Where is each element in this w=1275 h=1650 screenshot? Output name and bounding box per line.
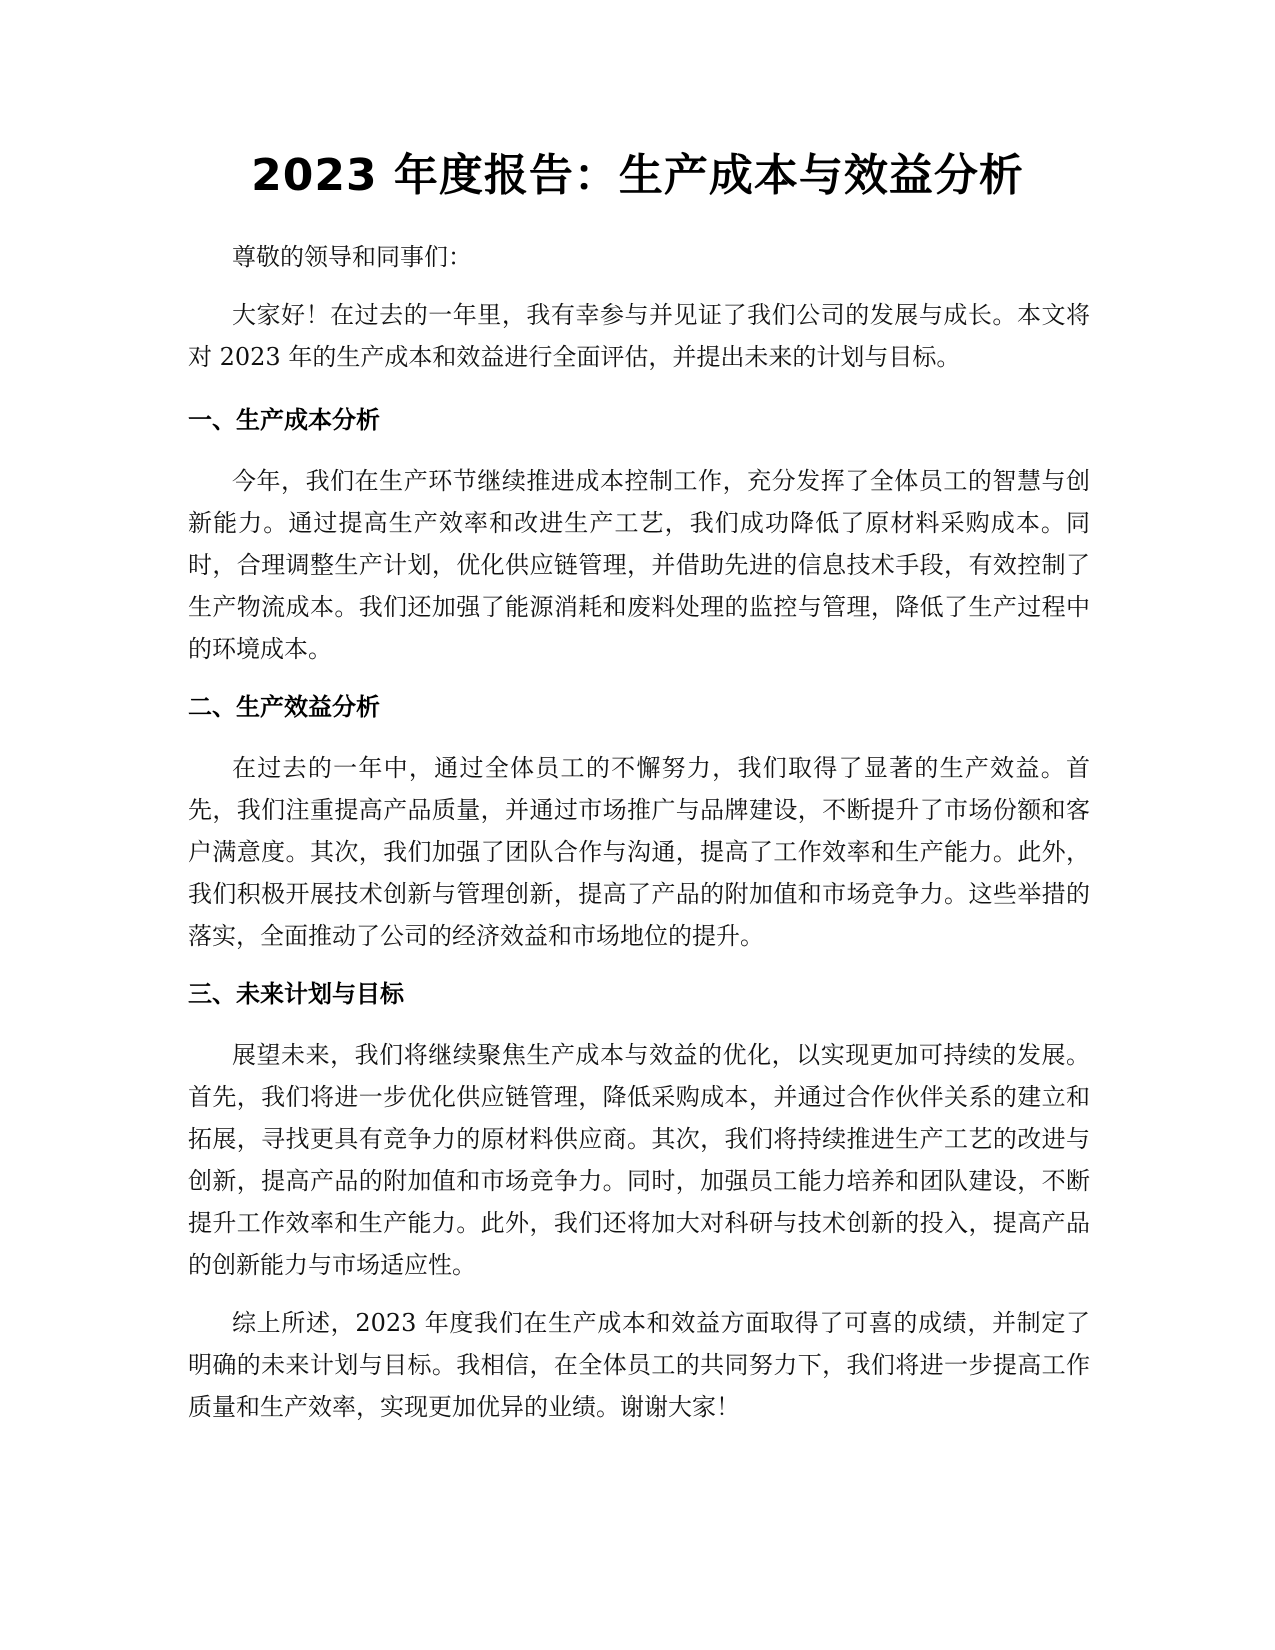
page-title: 2023 年度报告：生产成本与效益分析 [251,150,1024,201]
section-body-cost: 今年，我们在生产环节继续推进成本控制工作，充分发挥了全体员工的智慧与创新能力。通过提高生产效率和改进生产工艺，我们成功降低了原材料采购成本。同时，合理调整生产计划，优化供应链管理，并借助先进的信息技术手段，有效控制了生产物流成本。我们还加强了能源消耗和废料处理的监控与管理，降低了生产过程中的环境成本。 [188,467,1090,663]
section-heading-benefit: 二、生产效益分析 [188,693,380,721]
section-body-benefit: 在过去的一年中，通过全体员工的不懈努力，我们取得了显著的生产效益。首先，我们注重提高产品质量，并通过市场推广与品牌建设，不断提升了市场份额和客户满意度。其次，我们加强了团队合作与沟通，提高了工作效率和生产能力。此外，我们积极开展技术创新与管理创新，提高了产品的附加值和市场竞争力。这些举措的落实，全面推动了公司的经济效益和市场地位的提升。 [188,754,1090,950]
intro-paragraph: 大家好！在过去的一年里，我有幸参与并见证了我们公司的发展与成长。本文将对 2023 年的生产成本和效益进行全面评估，并提出未来的计划与目标。 [188,301,1090,371]
section-heading-cost: 一、生产成本分析 [188,406,380,434]
salutation: 尊敬的领导和同事们： [232,243,472,271]
conclusion-paragraph: 综上所述，2023 年度我们在生产成本和效益方面取得了可喜的成绩，并制定了明确的未来计划与目标。我相信，在全体员工的共同努力下，我们将进一步提高工作质量和生产效率，实现更加优异的业绩。谢谢大家！ [188,1309,1090,1421]
section-body-future: 展望未来，我们将继续聚焦生产成本与效益的优化，以实现更加可持续的发展。首先，我们将进一步优化供应链管理，降低采购成本，并通过合作伙伴关系的建立和拓展，寻找更具有竞争力的原材料供应商。其次，我们将持续推进生产工艺的改进与创新，提高产品的附加值和市场竞争力。同时，加强员工能力培养和团队建设，不断提升工作效率和生产能力。此外，我们还将加大对科研与技术创新的投入，提高产品的创新能力与市场适应性。 [188,1041,1090,1279]
section-heading-future: 三、未来计划与目标 [188,980,404,1008]
